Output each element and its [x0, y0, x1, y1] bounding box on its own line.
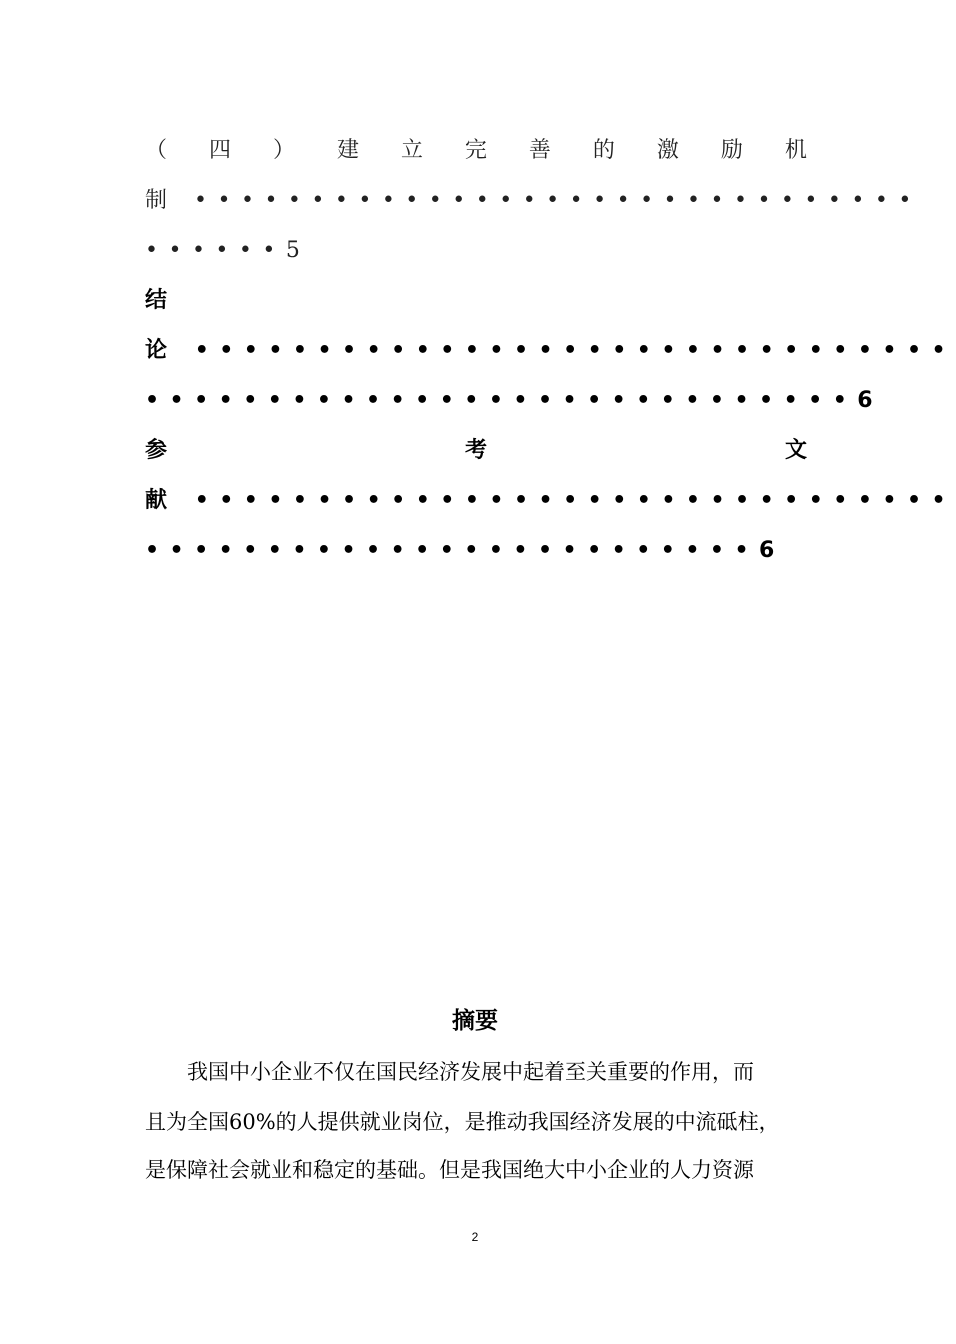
abstract-line-3: 是保障社会就业和稳定的基础。但是我国绝大中小企业的人力资源: [145, 1158, 754, 1182]
toc-entry-3-leader-cont: [145, 538, 807, 564]
toc-entry-1-heading: [145, 138, 807, 164]
toc-entry-2-leader-cont: [145, 388, 873, 414]
toc-leader-dots: •••••••••••••••••••••••••••••: [145, 388, 858, 413]
toc-char: 的: [592, 138, 615, 163]
toc-page-number: 6: [857, 388, 873, 413]
toc-leader-dots: •••••••••••••••••••••••••••••••: [194, 188, 922, 213]
toc-tail-char: 献: [145, 488, 168, 513]
toc-char: ）: [272, 138, 295, 163]
toc-char: 励: [720, 138, 743, 163]
toc-char: 善: [528, 138, 551, 163]
page-number: 2: [471, 1230, 479, 1244]
toc-entry-1-leader-cont: [145, 238, 807, 264]
toc-entry-2-heading: [145, 288, 807, 314]
toc-tail-char: 制: [145, 188, 168, 213]
toc-char: 激: [656, 138, 679, 163]
toc-entry-3-heading: [145, 438, 807, 464]
toc-char: （: [145, 138, 168, 163]
toc-char: 结: [145, 288, 168, 313]
toc-tail-char: 论: [145, 338, 168, 363]
abstract-line-1: 我国中小企业不仅在国民经济发展中起着至关重要的作用，而: [187, 1060, 754, 1084]
toc-char: 参: [145, 438, 168, 463]
toc-char: 四: [208, 138, 231, 163]
toc-leader-dots: •••••••••••••••••••••••••••••••: [194, 488, 956, 513]
abstract-title: 摘要: [452, 1008, 498, 1034]
toc-entry-2-leader: [145, 338, 956, 364]
toc-char: 文: [784, 438, 807, 463]
toc-char: 考: [464, 438, 487, 463]
abstract-line-2: 且为全国60%的人提供就业岗位，是推动我国经济发展的中流砥柱，: [145, 1110, 780, 1134]
toc-entry-3-leader: [145, 488, 956, 514]
toc-leader-dots: •••••••••••••••••••••••••: [145, 538, 760, 563]
toc-char: 机: [784, 138, 807, 163]
toc-char: 立: [400, 138, 423, 163]
toc-leader-dots: ••••••: [145, 238, 286, 263]
toc-entry-1-leader: [145, 188, 922, 214]
toc-char: 完: [464, 138, 487, 163]
toc-char: 建: [336, 138, 359, 163]
toc-page-number: 5: [285, 238, 300, 263]
toc-leader-dots: •••••••••••••••••••••••••••••••: [194, 338, 956, 363]
toc-page-number: 6: [759, 538, 775, 563]
